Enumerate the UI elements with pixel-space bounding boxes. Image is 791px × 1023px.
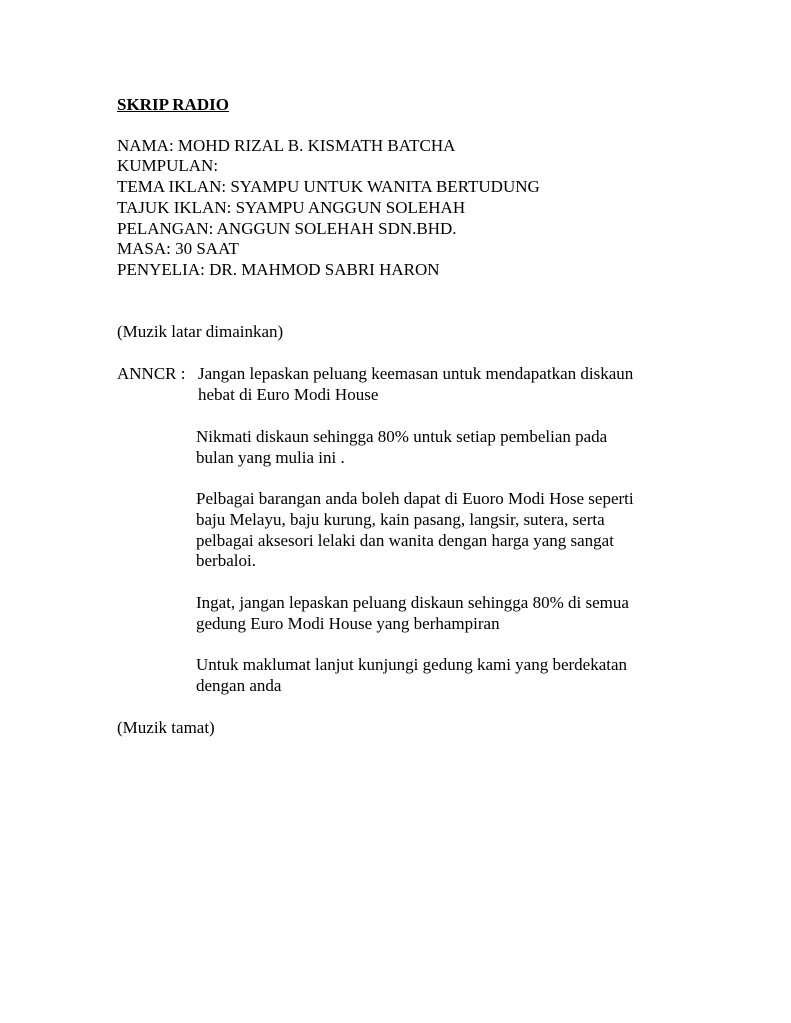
script-line: dengan anda [196,676,282,695]
meta-ad-title: TAJUK IKLAN: SYAMPU ANGGUN SOLEHAH [117,198,466,217]
script-line: Jangan lepaskan peluang keemasan untuk mendapatkan diskaun [198,364,634,383]
music-start-cue: (Muzik latar dimainkan) [117,322,284,341]
script-line: Untuk maklumat lanjut kunjungi gedung kami yang berdekatan [196,655,628,674]
document-title: SKRIP RADIO [117,95,229,114]
script-line: hebat di Euro Modi House [198,385,379,404]
script-line: berbaloi. [196,551,256,570]
meta-theme: TEMA IKLAN: SYAMPU UNTUK WANITA BERTUDUNG [117,177,540,196]
music-end-cue: (Muzik tamat) [117,718,215,737]
script-line: Nikmati diskaun sehingga 80% untuk setiap pembelian pada [196,427,608,446]
script-line: pelbagai aksesori lelaki dan wanita dengan harga yang sangat [196,531,614,550]
script-line: Ingat, jangan lepaskan peluang diskaun sehingga 80% di semua [196,593,629,612]
meta-name: NAMA: MOHD RIZAL B. KISMATH BATCHA [117,136,456,155]
meta-duration: MASA: 30 SAAT [117,239,239,258]
script-line: baju Melayu, baju kurung, kain pasang, langsir, sutera, serta [196,510,605,529]
script-line: bulan yang mulia ini . [196,448,345,467]
meta-client: PELANGAN: ANGGUN SOLEHAH SDN.BHD. [117,219,457,238]
speaker-label: ANNCR : [117,364,186,383]
script-line: Pelbagai barangan anda boleh dapat di Euoro Modi Hose seperti [196,489,634,508]
meta-group: KUMPULAN: [117,156,219,175]
meta-supervisor: PENYELIA: DR. MAHMOD SABRI HARON [117,260,440,279]
script-line: gedung Euro Modi House yang berhampiran [196,614,500,633]
